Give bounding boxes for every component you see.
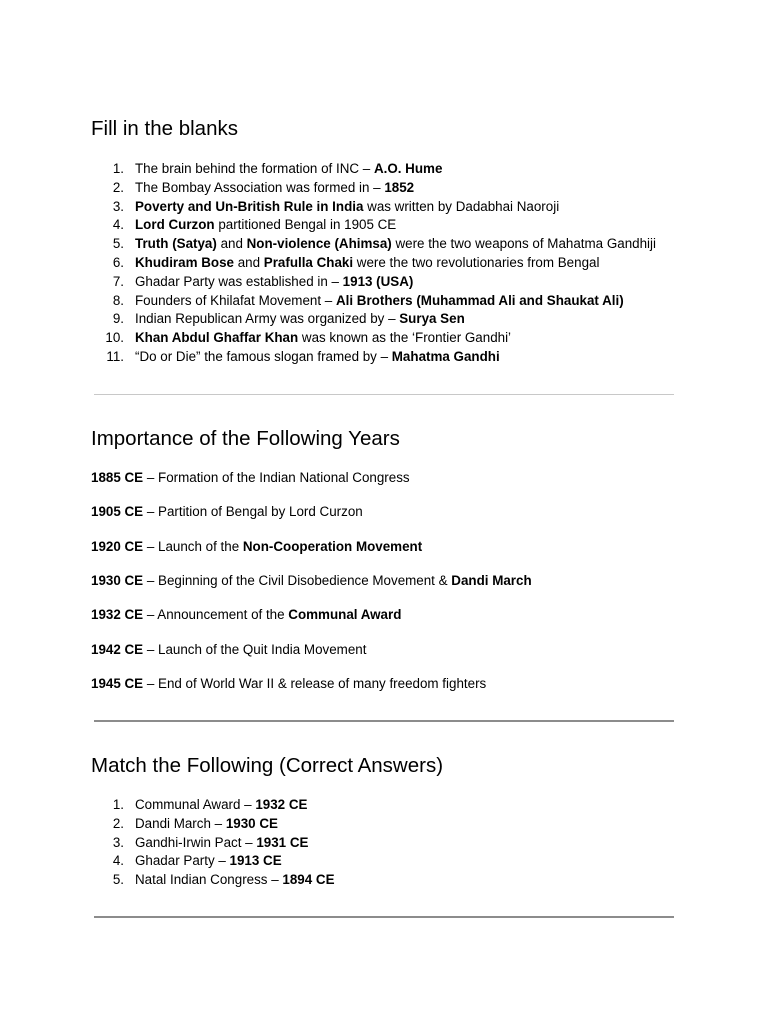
text: – Formation of the Indian National Congress xyxy=(143,470,410,485)
bold-text: 1945 CE xyxy=(91,675,144,691)
text: – Beginning of the Civil Disobedience Movement & xyxy=(143,572,452,588)
text: – Launch of the Quit India Movement xyxy=(143,641,367,657)
text: partitioned Bengal in 1905 CE xyxy=(214,217,397,233)
text: – Partition of Bengal by Lord Curzon xyxy=(143,504,363,520)
fill-blanks-list xyxy=(91,160,656,367)
text: Gandhi-Irwin Pact – xyxy=(135,834,257,850)
bold-text: A.O. Hume xyxy=(373,161,443,176)
list-item: 5. Natal Indian Congress – 1894 CE xyxy=(112,872,335,888)
year-entry xyxy=(91,675,486,693)
text: Dandi March – xyxy=(135,815,226,831)
divider-3 xyxy=(94,916,674,918)
year-entry xyxy=(91,503,363,521)
text: were the two weapons of Mahatma Gandhiji xyxy=(391,236,656,252)
list-item: 9. Indian Republican Army was organized by – Surya Sen xyxy=(112,311,465,327)
bold-text: 1852 xyxy=(384,179,415,195)
text: was written by Dadabhai Naoroji xyxy=(363,198,560,214)
bold-text: 1894 CE xyxy=(282,872,335,888)
list-item: 2. The Bombay Association was formed in – 1852 xyxy=(112,179,415,195)
text: was known as the ‘Frontier Gandhi’ xyxy=(298,330,512,346)
list-item: 1. The brain behind the formation of INC – A.O. Hume xyxy=(112,161,443,176)
bold-text: 1913 CE xyxy=(229,853,282,869)
list-item: 10. Khan Abdul Ghaffar Khan was known as the ‘Frontier Gandhi’ xyxy=(105,330,512,346)
list-item: 4. Ghadar Party – 1913 CE xyxy=(112,853,282,869)
bold-text: 1942 CE xyxy=(91,641,144,657)
bold-text: Non-Cooperation Movement xyxy=(242,538,423,554)
bold-text: Truth (Satya) xyxy=(135,236,217,252)
bold-text: 1905 CE xyxy=(91,504,144,520)
bold-text: Communal Award xyxy=(288,607,402,623)
text: – End of World War II & release of many freedom fighters xyxy=(143,675,487,691)
bold-text: 1920 CE xyxy=(91,538,144,554)
bold-text: Lord Curzon xyxy=(135,217,215,233)
year-entry xyxy=(91,606,401,624)
list-item: 5. Truth (Satya) and Non-violence (Ahimsa) were the two weapons of Mahatma Gandhiji xyxy=(112,236,656,252)
text: Ghadar Party was established in – xyxy=(135,273,343,289)
bold-text: Prafulla Chaki xyxy=(263,254,354,270)
bold-text: Ali Brothers (Muhammad Ali and Shaukat Ali) xyxy=(335,292,624,308)
bold-text: Surya Sen xyxy=(399,311,465,327)
list-item: 7. Ghadar Party was established in – 1913 (USA) xyxy=(112,273,414,289)
bold-text: 1932 CE xyxy=(91,607,144,623)
bold-text: Poverty and Un-British Rule in India xyxy=(135,198,364,214)
text: – Launch of the xyxy=(143,538,243,554)
list-item: 3. Gandhi-Irwin Pact – 1931 CE xyxy=(112,834,309,850)
list-item: 2. Dandi March – 1930 CE xyxy=(112,815,278,831)
list-item: 1. Communal Award – 1932 CE xyxy=(112,797,308,812)
list-item: 11. “Do or Die” the famous slogan framed by – Mahatma Gandhi xyxy=(106,348,500,364)
list-item: 3. Poverty and Un-British Rule in India was written by Dadabhai Naoroji xyxy=(112,198,560,214)
year-entry xyxy=(91,572,532,590)
bold-text: Non-violence (Ahimsa) xyxy=(246,236,392,252)
text: Natal Indian Congress – xyxy=(135,872,283,888)
year-entry xyxy=(91,538,422,556)
text: were the two revolutionaries from Bengal xyxy=(353,254,600,270)
text: “Do or Die” the famous slogan framed by – xyxy=(135,348,392,364)
divider-2 xyxy=(94,720,674,722)
bold-text: Khan Abdul Ghaffar Khan xyxy=(135,330,299,346)
bold-text: 1931 CE xyxy=(256,834,309,850)
year-entry xyxy=(91,641,366,659)
match-heading: Match the Following (Correct Answers) xyxy=(91,754,444,777)
bold-text: Dandi March xyxy=(451,572,532,588)
text: – Announcement of the xyxy=(143,607,289,623)
text: and xyxy=(233,254,264,270)
text: Communal Award – xyxy=(135,797,256,812)
bold-text: 1885 CE xyxy=(91,470,144,485)
match-list xyxy=(91,796,335,890)
bold-text: Mahatma Gandhi xyxy=(391,348,500,364)
fill-blanks-heading: Fill in the blanks xyxy=(91,117,238,140)
years-heading: Importance of the Following Years xyxy=(91,427,400,450)
list-item: 8. Founders of Khilafat Movement – Ali Brothers (Muhammad Ali and Shaukat Ali) xyxy=(112,292,624,308)
bold-text: Khudiram Bose xyxy=(135,254,234,270)
divider-1 xyxy=(94,394,674,395)
bold-text: 1913 (USA) xyxy=(342,273,414,289)
bold-text: 1930 CE xyxy=(225,815,278,831)
list-item: 4. Lord Curzon partitioned Bengal in 1905 CE xyxy=(112,217,397,233)
text: Ghadar Party – xyxy=(135,853,230,869)
year-entry xyxy=(91,469,410,487)
text: Indian Republican Army was organized by – xyxy=(135,311,400,327)
text: and xyxy=(216,236,247,252)
list-item: 6. Khudiram Bose and Prafulla Chaki were the two revolutionaries from Bengal xyxy=(112,254,600,270)
bold-text: 1932 CE xyxy=(255,797,308,812)
text: The Bombay Association was formed in – xyxy=(135,179,385,195)
text: Founders of Khilafat Movement – xyxy=(135,292,336,308)
text: The brain behind the formation of INC – xyxy=(135,161,374,176)
bold-text: 1930 CE xyxy=(91,572,144,588)
